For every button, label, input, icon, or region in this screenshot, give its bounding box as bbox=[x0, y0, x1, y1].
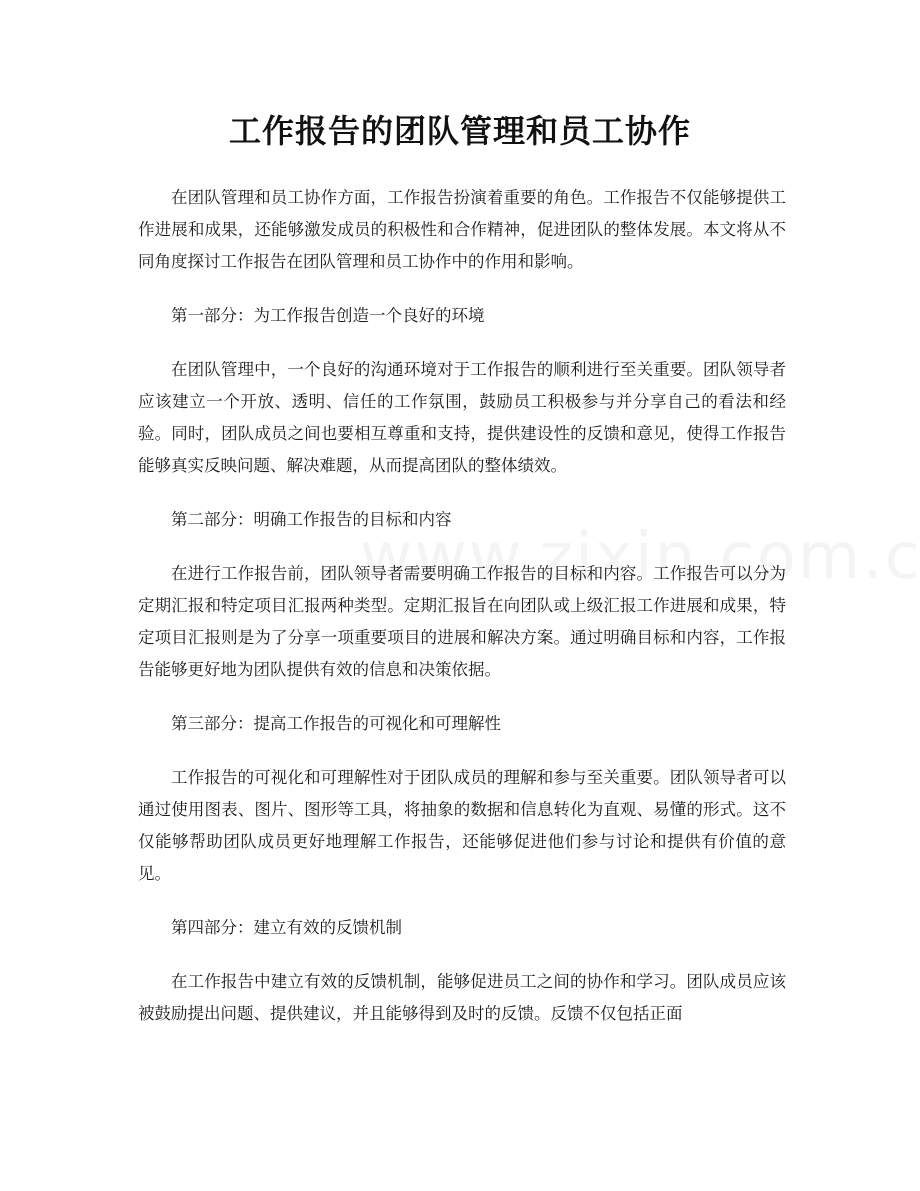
section-paragraph-4: 在工作报告中建立有效的反馈机制，能够促进员工之间的协作和学习。团队成员应该被鼓励提出问题、提供建议，并且能够得到及时的反馈。反馈不仅包括正面 bbox=[138, 972, 786, 1023]
section-heading-2: 第二部分：明确工作报告的目标和内容 bbox=[171, 510, 452, 529]
intro-paragraph: 在团队管理和员工协作方面，工作报告扮演着重要的角色。工作报告不仅能够提供工作进展和成果，还能够激发成员的积极性和合作精神，促进团队的整体发展。本文将从不同角度探讨工作报告在团队管理和员工协作中的作用和影响。 bbox=[138, 188, 786, 271]
section-paragraph-2: 在进行工作报告前，团队领导者需要明确工作报告的目标和内容。工作报告可以分为定期汇报和特定项目汇报两种类型。定期汇报旨在向团队或上级汇报工作进展和成果，特定项目汇报则是为了分享一项重要项目的进展和解决方案。通过明确目标和内容，工作报告能够更好地为团队提供有效的信息和决策依据。 bbox=[138, 564, 786, 679]
section-heading-4: 第四部分：建立有效的反馈机制 bbox=[171, 918, 402, 937]
section-paragraph-1: 在团队管理中，一个良好的沟通环境对于工作报告的顺利进行至关重要。团队领导者应该建立一个开放、透明、信任的工作氛围，鼓励员工积极参与并分享自己的看法和经验。同时，团队成员之间也要相互尊重和支持，提供建设性的反馈和意见，使得工作报告能够真实反映问题、解决难题，从而提高团队的整体绩效。 bbox=[138, 360, 786, 475]
section-paragraph-3: 工作报告的可视化和可理解性对于团队成员的理解和参与至关重要。团队领导者可以通过使用图表、图片、图形等工具，将抽象的数据和信息转化为直观、易懂的形式。这不仅能够帮助团队成员更好地理解工作报告，还能够促进他们参与讨论和提供有价值的意见。 bbox=[138, 768, 786, 883]
document-title: 工作报告的团队管理和员工协作 bbox=[228, 112, 691, 150]
section-heading-1: 第一部分：为工作报告创造一个良好的环境 bbox=[171, 306, 485, 325]
document-body bbox=[138, 182, 786, 1052]
section-heading-3: 第三部分：提高工作报告的可视化和可理解性 bbox=[171, 714, 501, 733]
